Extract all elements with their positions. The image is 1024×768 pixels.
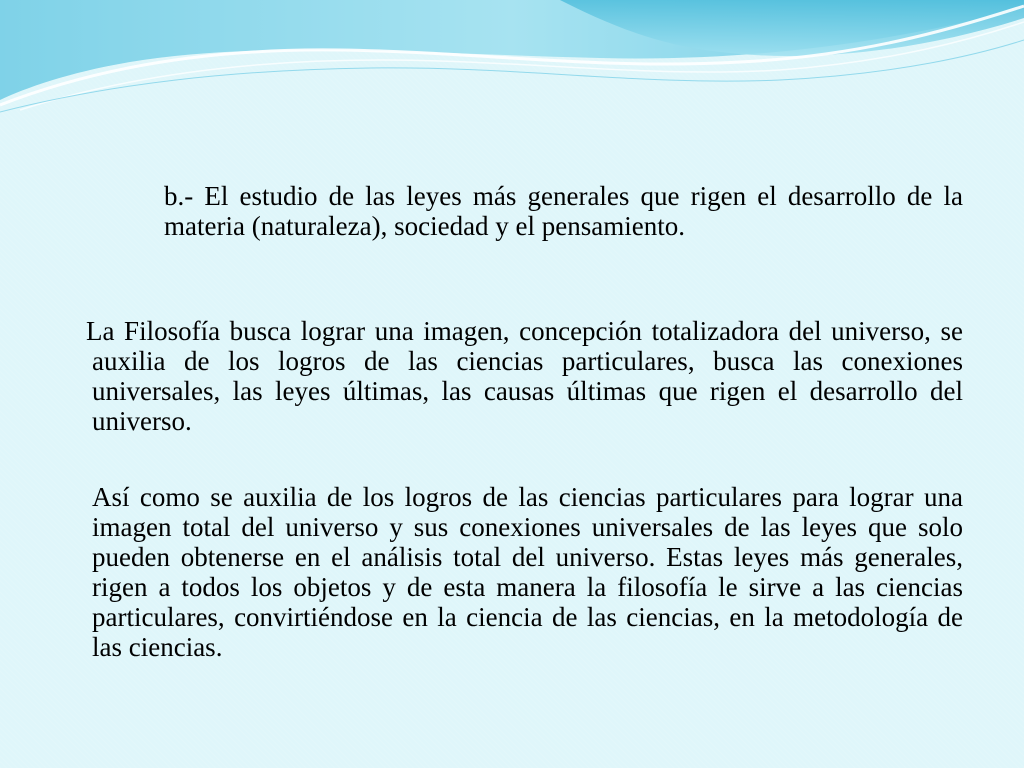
paragraph-b: b.- El estudio de las leyes más generales que rigen el desarrollo de la materia (naturaleza), sociedad y el pensamiento. [164,181,963,241]
paragraph-2: Así como se auxilia de los logros de las ciencias particulares para lograr una imagen total del universo y sus conexiones universales de las leyes que solo pueden obtenerse en el análisis total del universo. Estas leyes más generales, rigen a todos los objetos y de esta manera la filosofía le sirve a las ciencias particulares, convirtiéndose en la ciencia de las ciencias, en la metodología de las ciencias. [92,482,963,662]
paragraph-1: La Filosofía busca lograr una imagen, concepción totalizadora del universo, se auxilia de los logros de las ciencias particulares, busca las conexiones universales, las leyes últimas, las causas últimas que rigen el desarrollo del universo. [86,316,963,436]
